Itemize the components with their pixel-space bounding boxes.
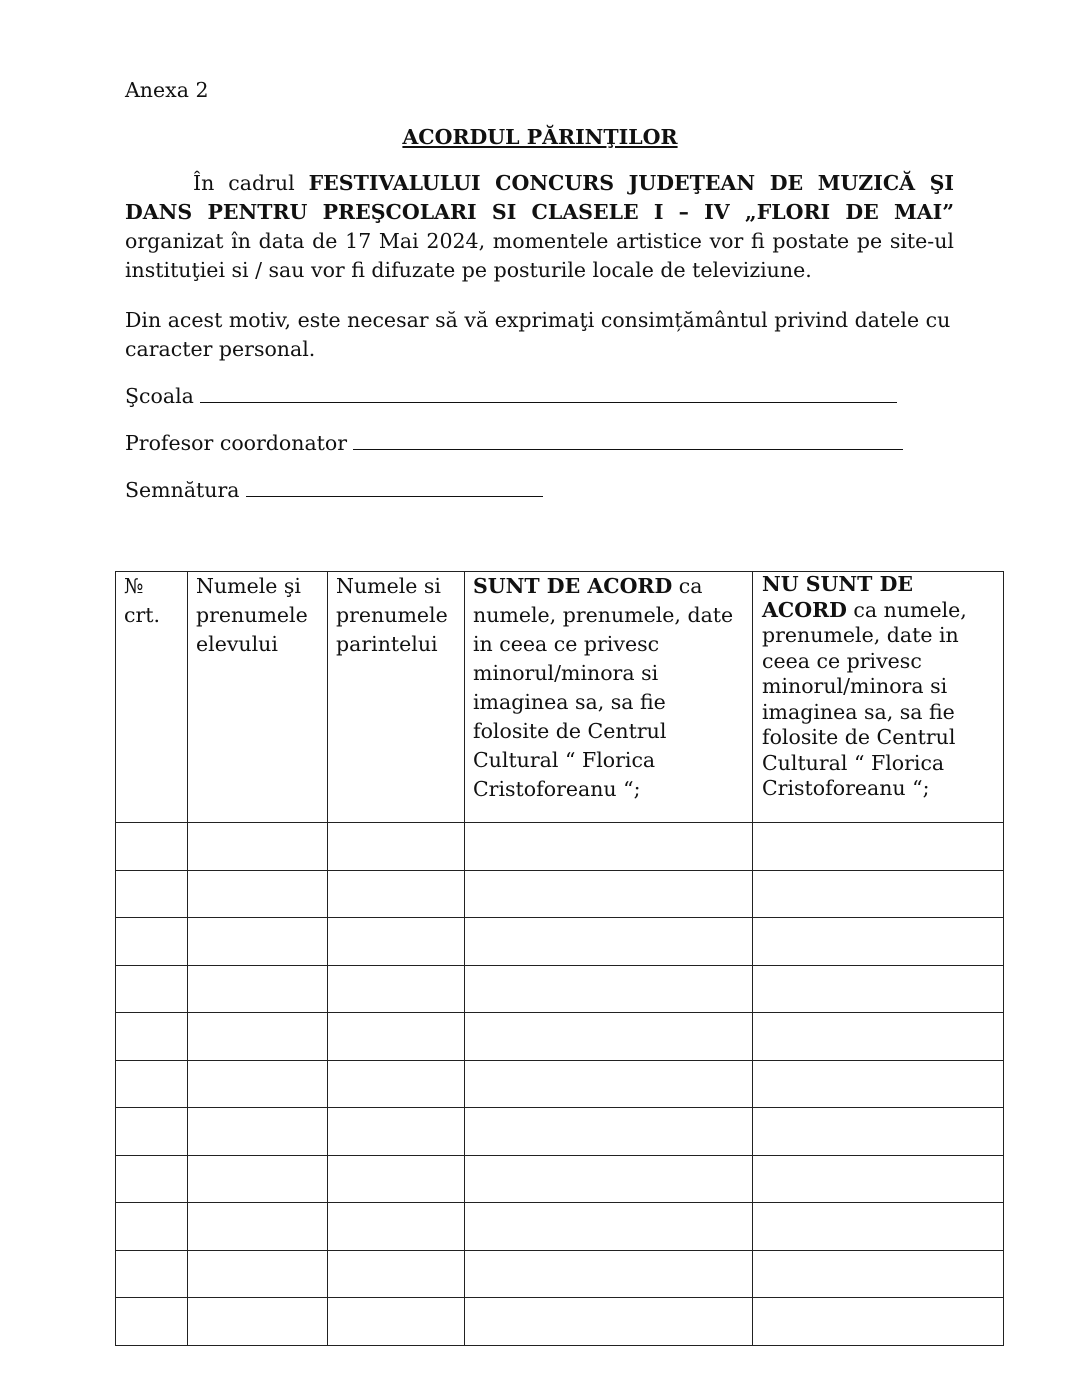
table-cell[interactable] — [328, 1298, 465, 1346]
table-cell[interactable] — [328, 1108, 465, 1156]
table-cell[interactable] — [116, 1013, 188, 1061]
table-cell[interactable] — [753, 965, 1004, 1013]
header-student-name: Numele şi prenumele elevului — [188, 572, 328, 823]
document-title: ACORDUL PĂRINŢILOR — [402, 125, 678, 149]
table-cell[interactable] — [465, 823, 753, 871]
table-cell[interactable] — [465, 1250, 753, 1298]
table-cell[interactable] — [753, 1298, 1004, 1346]
festival-name: FESTIVALULUI CONCURS JUDEŢEAN DE MUZICĂ ŞI DANS PENTRU PREŞCOLARI SI CLASELE I – IV „FLORI DE MAI” — [125, 171, 955, 224]
table-cell[interactable] — [116, 1060, 188, 1108]
signature-field — [125, 476, 543, 505]
table-row — [116, 1013, 1004, 1061]
table-cell[interactable] — [328, 1013, 465, 1061]
table-cell[interactable] — [188, 870, 328, 918]
table-cell[interactable] — [753, 1108, 1004, 1156]
table-row — [116, 1060, 1004, 1108]
table-cell[interactable] — [753, 823, 1004, 871]
table-cell[interactable] — [188, 1250, 328, 1298]
consent-table — [115, 571, 1004, 1346]
table-cell[interactable] — [116, 1155, 188, 1203]
table-cell[interactable] — [465, 870, 753, 918]
table-row — [116, 823, 1004, 871]
table-cell[interactable] — [753, 1250, 1004, 1298]
table-cell[interactable] — [753, 1203, 1004, 1251]
table-cell[interactable] — [116, 918, 188, 966]
professor-label: Profesor coordonator — [125, 431, 348, 455]
table-row — [116, 918, 1004, 966]
table-cell[interactable] — [188, 918, 328, 966]
table-cell[interactable] — [188, 1155, 328, 1203]
header-disagree — [753, 572, 1004, 823]
intro-rest: organizat în data de 17 Mai 2024, momentele artistice vor fi postate pe site-ul instituţiei si / sau vor fi difuzate pe posturile locale de televiziune. — [125, 229, 954, 282]
table-cell[interactable] — [328, 1250, 465, 1298]
table-cell[interactable] — [116, 1203, 188, 1251]
table-cell[interactable] — [116, 1298, 188, 1346]
table-cell[interactable] — [328, 918, 465, 966]
table-cell[interactable] — [116, 1250, 188, 1298]
table-row — [116, 870, 1004, 918]
table-cell[interactable] — [753, 1155, 1004, 1203]
table-row — [116, 1108, 1004, 1156]
disagree-text: ca numele, prenumele, date in ceea ce privesc minorul/minora si imaginea sa, sa fie folosite de Centrul Cultural “ Florica Cristoforeanu “; — [762, 597, 967, 800]
professor-field — [125, 429, 903, 458]
table-cell[interactable] — [328, 870, 465, 918]
header-nr: № crt. — [116, 572, 188, 823]
table-cell[interactable] — [116, 823, 188, 871]
consent-paragraph: Din acest motiv, este necesar să vă exprimaţi consimțământul privind datele cu caracter personal. — [125, 308, 951, 361]
table-cell[interactable] — [465, 1013, 753, 1061]
school-blank-line[interactable] — [200, 382, 897, 403]
table-row — [116, 965, 1004, 1013]
table-cell[interactable] — [188, 1060, 328, 1108]
agree-bold: SUNT DE ACORD — [473, 574, 673, 598]
header-agree — [465, 572, 753, 823]
intro-paragraph — [125, 169, 954, 285]
table-cell[interactable] — [753, 870, 1004, 918]
table-cell[interactable] — [116, 870, 188, 918]
agree-text: ca numele, prenumele, date in ceea ce privesc minorul/minora si imaginea sa, sa fie folosite de Centrul Cultural “ Florica Cristoforeanu “; — [473, 574, 734, 801]
school-field — [125, 382, 897, 411]
table-cell[interactable] — [188, 823, 328, 871]
table-cell[interactable] — [188, 1108, 328, 1156]
professor-blank-line[interactable] — [353, 429, 903, 450]
table-cell[interactable] — [328, 965, 465, 1013]
annex-label: Anexa 2 — [125, 78, 209, 102]
table-cell[interactable] — [753, 918, 1004, 966]
header-parent-name: Numele si prenumele parintelui — [328, 572, 465, 823]
table-cell[interactable] — [188, 1203, 328, 1251]
table-cell[interactable] — [328, 1203, 465, 1251]
table-cell[interactable] — [188, 965, 328, 1013]
table-row — [116, 1298, 1004, 1346]
table-cell[interactable] — [116, 1108, 188, 1156]
signature-blank-line[interactable] — [246, 476, 543, 497]
table-cell[interactable] — [328, 823, 465, 871]
table-cell[interactable] — [116, 965, 188, 1013]
table-cell[interactable] — [753, 1013, 1004, 1061]
table-row — [116, 1250, 1004, 1298]
table-cell[interactable] — [465, 1203, 753, 1251]
table-cell[interactable] — [465, 1298, 753, 1346]
table-row — [116, 1203, 1004, 1251]
table-cell[interactable] — [328, 1155, 465, 1203]
school-label: Şcoala — [125, 384, 194, 408]
table-cell[interactable] — [465, 1108, 753, 1156]
table-cell[interactable] — [188, 1013, 328, 1061]
table-header-row — [116, 572, 1004, 823]
table-cell[interactable] — [465, 1155, 753, 1203]
table-cell[interactable] — [328, 1060, 465, 1108]
table-row — [116, 1155, 1004, 1203]
table-cell[interactable] — [753, 1060, 1004, 1108]
table-cell[interactable] — [465, 918, 753, 966]
table-cell[interactable] — [465, 965, 753, 1013]
signature-label: Semnătura — [125, 478, 240, 502]
table-cell[interactable] — [465, 1060, 753, 1108]
table-cell[interactable] — [188, 1298, 328, 1346]
intro-lead: În cadrul — [193, 171, 309, 195]
disagree-bold: NU SUNT DE ACORD — [762, 572, 913, 622]
